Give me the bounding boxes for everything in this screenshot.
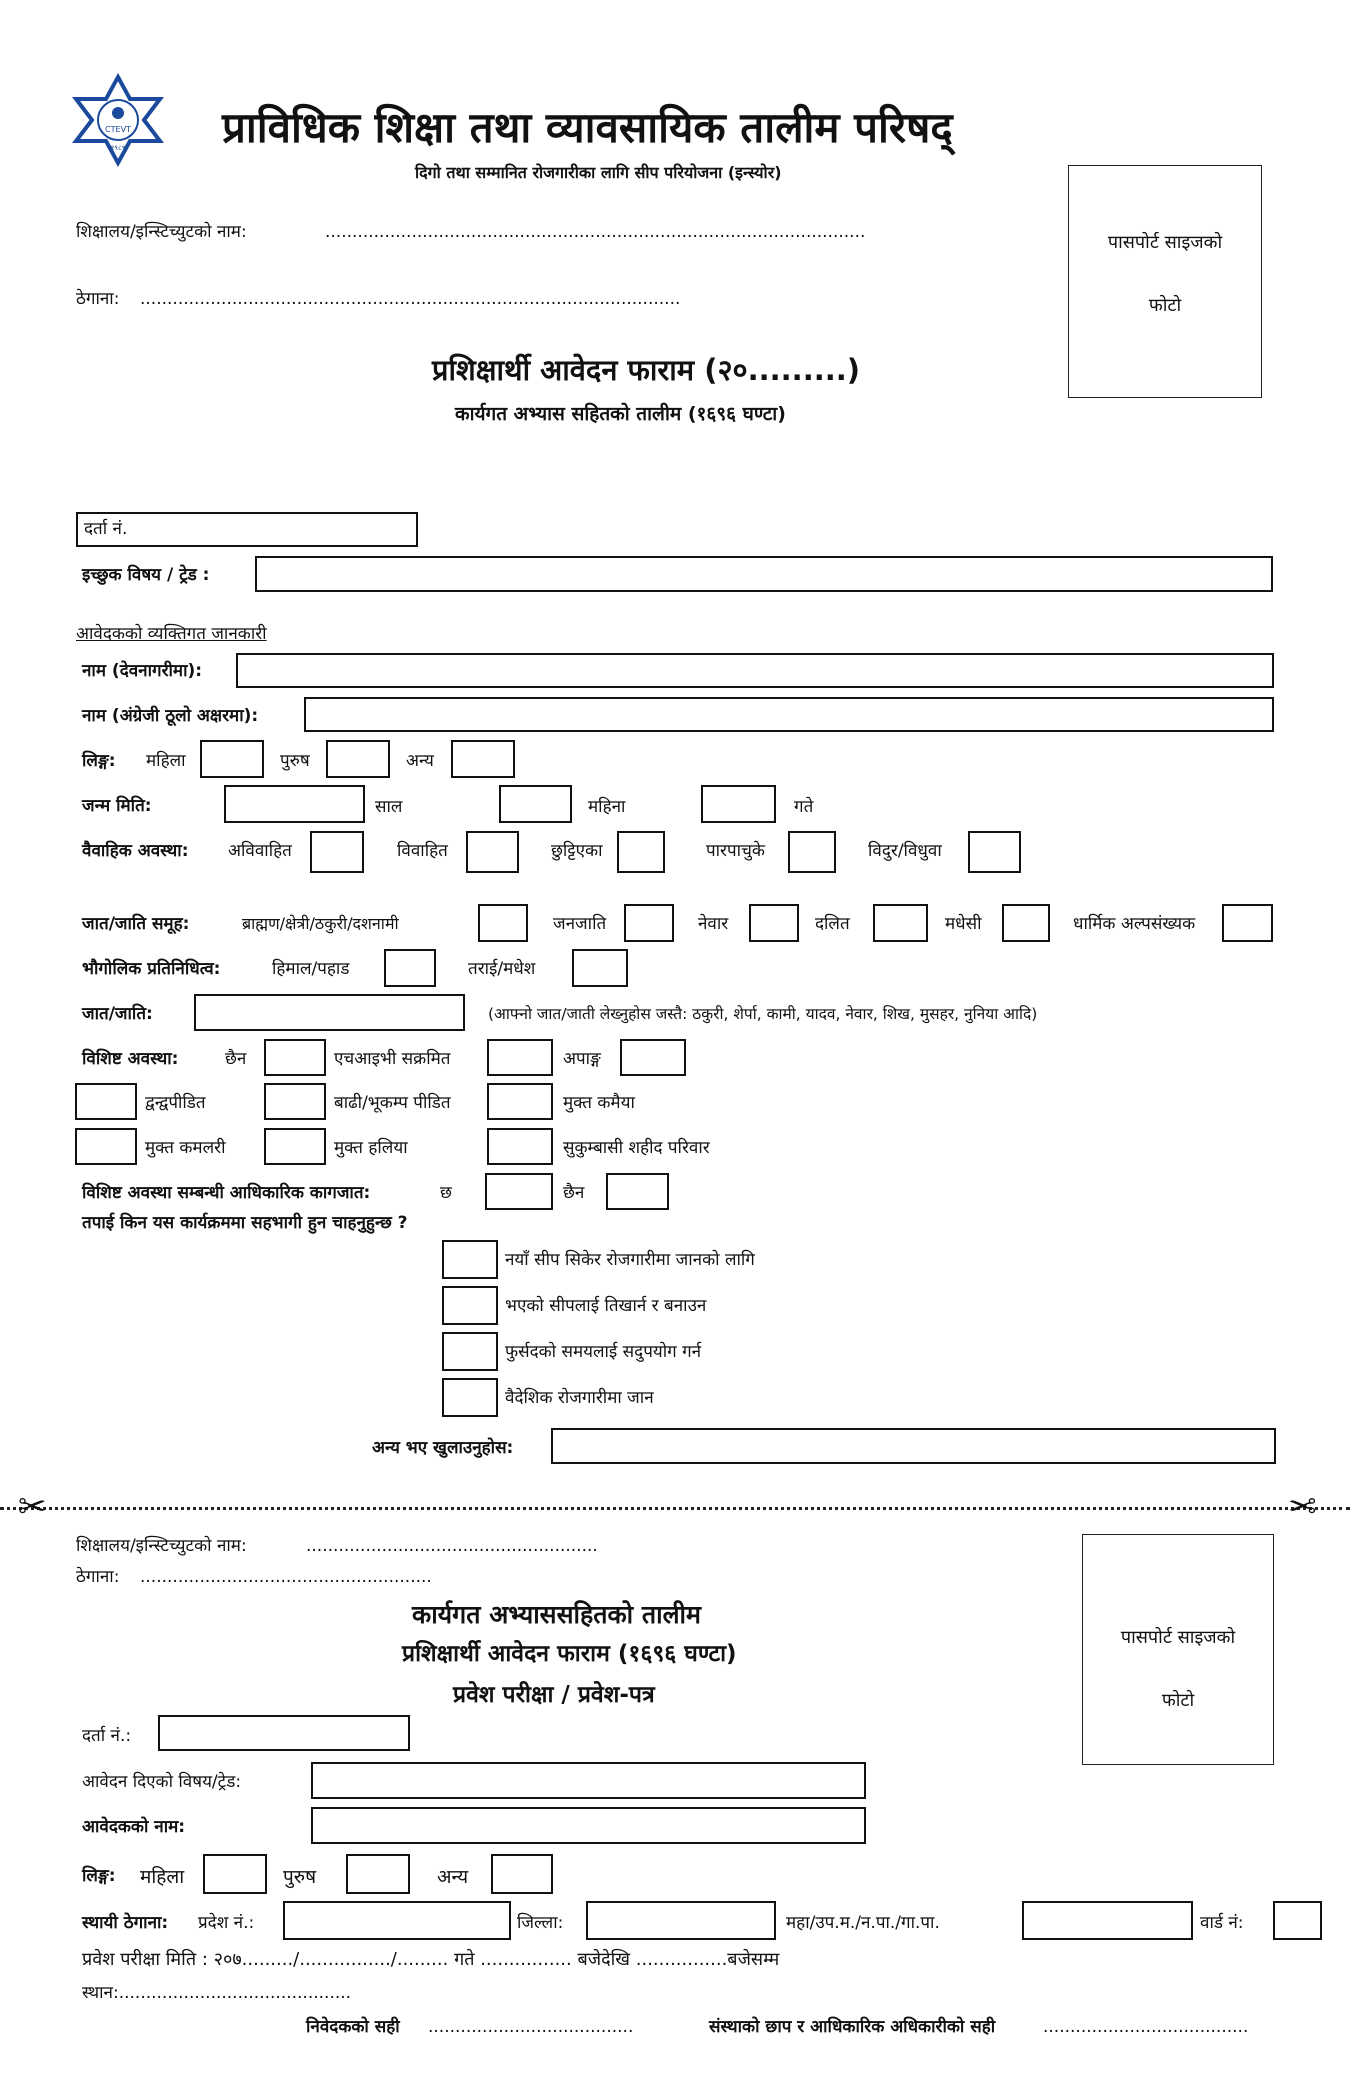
special-disabled-checkbox[interactable]: [620, 1039, 686, 1076]
special-none-label: छैन: [225, 1049, 247, 1069]
slip-title-3: प्रवेश परीक्षा / प्रवेश-पत्र: [453, 1682, 655, 1708]
geo-label: भौगोलिक प्रतिनिधित्व:: [82, 959, 221, 979]
name-english-input[interactable]: [304, 697, 1274, 732]
special-martyr-label: सुकुम्बासी शहीद परिवार: [563, 1138, 710, 1158]
geo-terai-label: तराई/मधेश: [468, 959, 536, 979]
why-option-1-checkbox[interactable]: [442, 1240, 498, 1279]
slip-gender-other-checkbox[interactable]: [491, 1854, 553, 1894]
slip-venue-line[interactable]: स्थान:...........................................: [82, 1983, 352, 2003]
slip-darta-label: दर्ता नं.:: [82, 1726, 132, 1746]
geo-hill-label: हिमाल/पहाड: [272, 959, 350, 979]
caste-group-label: जात/जाति समूह:: [82, 914, 190, 934]
gender-male-checkbox[interactable]: [326, 740, 390, 778]
why-question: तपाई किन यस कार्यक्रममा सहभागी हुन चाहनुहुन्छ ?: [82, 1213, 408, 1233]
marital-separated-label: छुट्टिएका: [551, 841, 603, 861]
slip-photo-label-1: पासपोर्ट साइजको: [1120, 1627, 1236, 1648]
school-name-dots[interactable]: ....................................................................................................: [325, 222, 866, 242]
special-hiv-label: एचआइभी सक्रमित: [334, 1049, 451, 1069]
why-option-2-label: भएको सीपलाई तिखार्न र बनाउन: [505, 1296, 707, 1316]
form-subtitle: कार्यगत अभ्यास सहितको तालीम (१६९६ घण्टा): [455, 403, 786, 425]
applicant-signature-dots[interactable]: ......................................: [428, 2017, 634, 2037]
slip-gender-male-label: पुरुष: [283, 1866, 317, 1888]
geo-terai-checkbox[interactable]: [572, 949, 628, 987]
caste-dalit-checkbox[interactable]: [873, 904, 928, 942]
special-conflict-checkbox[interactable]: [75, 1083, 137, 1120]
name-devanagari-input[interactable]: [236, 653, 1274, 688]
slip-district-input[interactable]: [586, 1901, 776, 1940]
slip-gender-female-label: महिला: [140, 1866, 185, 1888]
slip-trade-label: आवेदन दिएको विषय/ट्रेड:: [82, 1772, 242, 1792]
docs-yes-label: छ: [440, 1183, 452, 1203]
slip-province-input[interactable]: [283, 1901, 511, 1940]
caste-hint: (आफ्नो जात/जाती लेख्नुहोस जस्तै: ठकुरी, शेर्पा, कामी, यादव, नेवार, शिख, मुसहर, नुनिया आदि): [488, 1005, 1038, 1023]
dob-label: जन्म मिति:: [82, 796, 152, 816]
dob-day-unit: गते: [794, 797, 814, 817]
gender-male-label: पुरुष: [280, 751, 310, 771]
dob-month-input[interactable]: [499, 785, 572, 823]
special-disaster-label: बाढी/भूकम्प पीडित: [334, 1093, 451, 1113]
why-option-3-label: फुर्सदको समयलाई सदुपयोग गर्न: [505, 1342, 702, 1362]
special-hiv-checkbox[interactable]: [487, 1039, 553, 1076]
slip-exam-date-line[interactable]: प्रवेश परीक्षा मिति : २०७........./................/......... गते ................ बजेदेखि ................बजेसम्म: [82, 1949, 780, 1970]
office-signature-dots[interactable]: ......................................: [1043, 2017, 1249, 2037]
slip-municipality-label: महा/उप.म./न.पा./गा.पा.: [786, 1913, 940, 1933]
special-haliya-label: मुक्त हलिया: [334, 1138, 408, 1158]
marital-unmarried-checkbox[interactable]: [310, 831, 364, 873]
marital-married-label: विवाहित: [397, 841, 448, 861]
gender-female-checkbox[interactable]: [200, 740, 264, 778]
slip-title-2: प्रशिक्षार्थी आवेदन फाराम (१६९६ घण्टा): [402, 1641, 737, 1667]
slip-name-label: आवेदकको नाम:: [82, 1817, 186, 1837]
personal-info-heading: आवेदकको व्यक्तिगत जानकारी: [76, 624, 267, 644]
org-title: प्राविधिक शिक्षा तथा व्यावसायिक तालीम परिषद्: [222, 103, 953, 152]
caste-dalit-label: दलित: [815, 914, 850, 934]
caste-madhesi-checkbox[interactable]: [1002, 904, 1050, 942]
caste-brahmin-checkbox[interactable]: [478, 904, 528, 942]
marital-married-checkbox[interactable]: [466, 831, 519, 873]
address-label: ठेगाना:: [76, 289, 120, 309]
gender-label: लिङ्ग:: [82, 751, 116, 771]
slip-gender-male-checkbox[interactable]: [346, 1854, 410, 1894]
slip-darta-input[interactable]: [158, 1715, 410, 1751]
name-english-label: नाम (अंग्रेजी ठूलो अक्षरमा):: [82, 706, 259, 726]
why-option-2-checkbox[interactable]: [442, 1286, 498, 1325]
ctevt-logo: [70, 75, 166, 165]
caste-label: जात/जाति:: [82, 1004, 153, 1024]
dob-year-input[interactable]: [224, 785, 365, 823]
why-option-1-label: नयाँ सीप सिकेर रोजगारीमा जानको लागि: [505, 1250, 755, 1270]
special-kamaiya-label: मुक्त कमैया: [563, 1093, 635, 1113]
marital-divorced-label: पारपाचुके: [706, 841, 765, 861]
trade-label: इच्छुक विषय / ट्रेड :: [82, 565, 210, 585]
slip-ward-input[interactable]: [1273, 1901, 1322, 1940]
trade-input[interactable]: [255, 556, 1273, 592]
special-kamlari-checkbox[interactable]: [75, 1128, 137, 1165]
gender-female-label: महिला: [146, 751, 186, 771]
marital-label: वैवाहिक अवस्था:: [82, 841, 189, 861]
special-martyr-checkbox[interactable]: [487, 1128, 553, 1165]
dob-year-unit: साल: [375, 797, 403, 817]
slip-name-input[interactable]: [311, 1807, 866, 1844]
scissors-right-icon: ✂: [1288, 1487, 1317, 1527]
special-label: विशिष्ट अवस्था:: [82, 1049, 179, 1069]
slip-photo-label-2: फोटो: [1161, 1690, 1195, 1711]
slip-district-label: जिल्ला:: [517, 1913, 564, 1933]
cut-line: [0, 1507, 1350, 1510]
slip-title-1: कार्यगत अभ्याससहितको तालीम: [412, 1600, 701, 1629]
docs-no-checkbox[interactable]: [606, 1173, 669, 1210]
docs-label: विशिष्ट अवस्था सम्बन्धी आधिकारिक कागजात:: [82, 1183, 371, 1203]
office-signature-label: संस्थाको छाप र आधिकारिक अधिकारीको सही: [709, 2017, 996, 2037]
slip-address-dots[interactable]: ......................................................: [140, 1567, 432, 1587]
marital-divorced-checkbox[interactable]: [788, 831, 836, 873]
photo-label-1: पासपोर्ट साइजको: [1107, 232, 1223, 253]
slip-gender-label: लिङ्ग:: [82, 1866, 116, 1886]
caste-input[interactable]: [194, 994, 465, 1031]
slip-gender-female-checkbox[interactable]: [203, 1854, 267, 1894]
address-dots[interactable]: ....................................................................................................: [140, 289, 681, 309]
form-title: प्रशिक्षार्थी आवेदन फाराम (२०.........): [432, 353, 861, 387]
dob-day-input[interactable]: [701, 785, 776, 823]
slip-province-label: प्रदेश नं.:: [198, 1913, 255, 1933]
caste-newar-label: नेवार: [698, 914, 729, 934]
slip-gender-other-label: अन्य: [437, 1866, 469, 1888]
gender-other-label: अन्य: [406, 751, 434, 771]
other-label: अन्य भए खुलाउनुहोस:: [372, 1438, 514, 1458]
slip-ward-label: वार्ड नं:: [1200, 1913, 1244, 1933]
special-haliya-checkbox[interactable]: [264, 1128, 326, 1165]
docs-yes-checkbox[interactable]: [485, 1173, 553, 1210]
why-option-4-label: वैदेशिक रोजगारीमा जान: [505, 1388, 654, 1408]
special-disaster-checkbox[interactable]: [264, 1083, 326, 1120]
marital-widowed-label: विदुर/विधुवा: [868, 841, 942, 861]
special-kamaiya-checkbox[interactable]: [487, 1083, 553, 1120]
scissors-left-icon: ✂: [18, 1487, 47, 1527]
project-subtitle: दिगो तथा सम्मानित रोजगारीका लागि सीप परियोजना (इन्स्योर): [415, 163, 782, 182]
caste-newar-checkbox[interactable]: [749, 904, 799, 942]
applicant-signature-label: निवेदकको सही: [306, 2017, 400, 2037]
caste-minority-label: धार्मिक अल्पसंख्यक: [1073, 914, 1196, 934]
darta-label: दर्ता नं.: [84, 519, 128, 539]
slip-trade-input[interactable]: [311, 1762, 866, 1799]
caste-brahmin-label: ब्राह्मण/क्षेत्री/ठकुरी/दशनामी: [242, 914, 399, 933]
slip-municipality-input[interactable]: [1022, 1901, 1193, 1940]
slip-address-label: ठेगाना:: [76, 1567, 120, 1587]
dob-month-unit: महिना: [588, 797, 626, 817]
slip-photo-box[interactable]: [1082, 1534, 1274, 1765]
slip-perm-address-label: स्थायी ठेगाना:: [82, 1913, 169, 1933]
why-option-3-checkbox[interactable]: [442, 1332, 498, 1371]
why-option-4-checkbox[interactable]: [442, 1378, 498, 1417]
marital-unmarried-label: अविवाहित: [228, 841, 292, 861]
name-devanagari-label: नाम (देवनागरीमा):: [82, 661, 203, 681]
marital-widowed-checkbox[interactable]: [968, 831, 1021, 873]
special-conflict-label: द्वन्द्वपीडित: [145, 1093, 206, 1113]
special-none-checkbox[interactable]: [264, 1039, 326, 1076]
slip-school-dots[interactable]: ......................................................: [306, 1536, 598, 1556]
logo-year: १९८९: [110, 144, 126, 152]
logo-text: CTEVT: [105, 125, 131, 134]
slip-school-label: शिक्षालय/इन्स्टिच्युटको नाम:: [76, 1536, 247, 1556]
passport-photo-box[interactable]: [1068, 165, 1262, 398]
caste-janajati-label: जनजाति: [553, 914, 607, 934]
special-disabled-label: अपाङ्ग: [563, 1049, 601, 1069]
gender-other-checkbox[interactable]: [451, 740, 515, 778]
geo-hill-checkbox[interactable]: [384, 949, 436, 987]
special-kamlari-label: मुक्त कमलरी: [145, 1138, 226, 1158]
caste-janajati-checkbox[interactable]: [624, 904, 674, 942]
docs-no-label: छैन: [563, 1183, 585, 1203]
other-input[interactable]: [551, 1428, 1276, 1464]
caste-minority-checkbox[interactable]: [1222, 904, 1273, 942]
photo-label-2: फोटो: [1148, 295, 1182, 316]
school-name-label: शिक्षालय/इन्स्टिच्युटको नाम:: [76, 222, 247, 242]
caste-madhesi-label: मधेसी: [945, 914, 982, 934]
marital-separated-checkbox[interactable]: [617, 831, 665, 873]
